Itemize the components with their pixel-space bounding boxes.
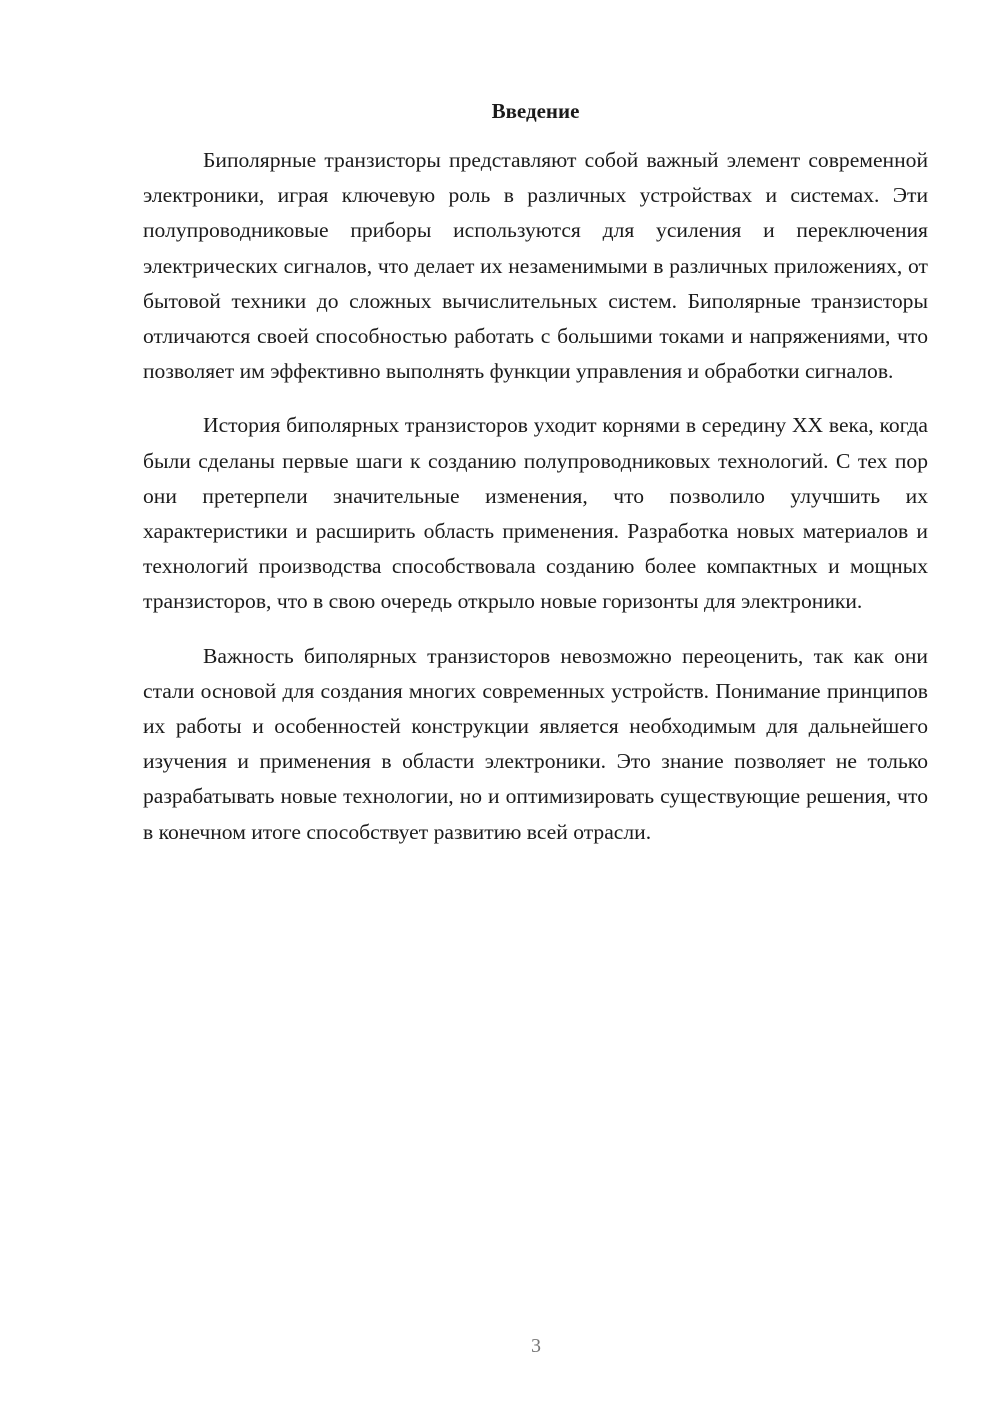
paragraph-3: Важность биполярных транзисторов невозможно переоценить, так как они стали основой для создания многих современных устройств. Понимание принципов их работы и особенностей конструкции является необходимым для дальнейшего изучения и применения в области электроники. Это знание позволяет не только разрабатывать новые технологии, но и оптимизировать существующие решения, что в конечном итоге способствует развитию всей отрасли. bbox=[143, 643, 928, 844]
section-title: Введение bbox=[491, 99, 580, 123]
page-content bbox=[143, 97, 928, 850]
paragraph-1: Биполярные транзисторы представляют собой важный элемент современной электроники, играя ключевую роль в различных устройствах и системах. Эти полупроводниковые приборы используются для усиления и переключения электрических сигналов, что делает их незаменимыми в различных приложениях, от бытовой техники до сложных вычислительных систем. Биполярные транзисторы отличаются своей способностью работать с большими токами и напряжениями, что позволяет им эффективно выполнять функции управления и обработки сигналов. bbox=[143, 148, 928, 384]
page-number: 3 bbox=[531, 1335, 541, 1357]
paragraph-2: История биполярных транзисторов уходит корнями в середину XX века, когда были сделаны первые шаги к созданию полупроводниковых технологий. С тех пор они претерпели значительные изменения, что позволило улучшить их характеристики и расширить область применения. Разработка новых материалов и технологий производства способствовала созданию более компактных и мощных транзисторов, что в свою очередь открыло новые горизонты для электроники. bbox=[143, 413, 928, 614]
